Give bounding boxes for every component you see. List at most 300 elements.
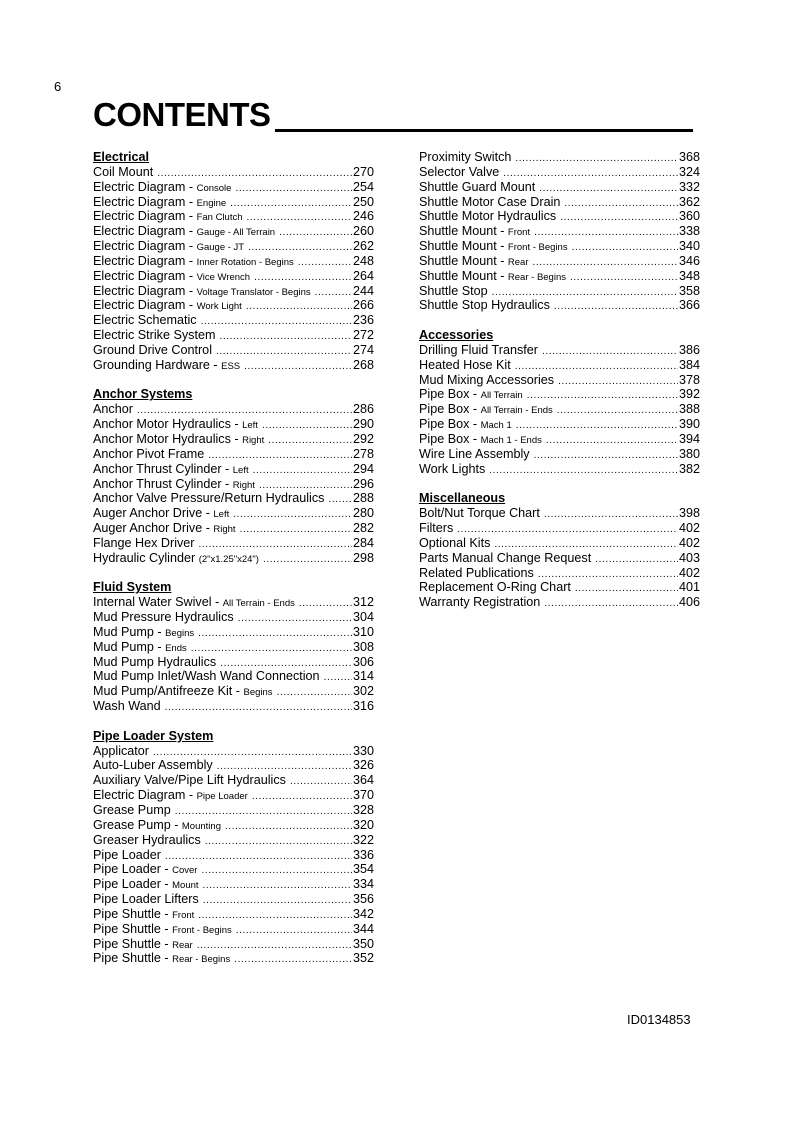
dot-leader [572,241,678,254]
dot-leader [527,389,678,402]
toc-entry[interactable] [93,937,374,952]
toc-entry-label: Pipe Shuttle - [93,936,173,951]
toc-entry-page-number: 388 [678,402,700,417]
toc-entry[interactable] [93,402,374,417]
toc-section-pipe-loader-system [93,729,374,967]
toc-entry-label: Auger Anchor Drive - [93,506,214,521]
toc-entry-label: Electric Diagram - [93,298,197,313]
toc-entry-page-number: 314 [352,669,374,684]
toc-entry-page-number: 336 [352,847,374,862]
toc-entry-page-number: 366 [678,298,700,313]
toc-section-miscellaneous [419,491,700,610]
toc-entry-page-number: 378 [678,372,700,387]
toc-entry-qualifier: Rear - Begins [172,954,231,966]
toc-entry-page-number: 386 [678,342,700,357]
toc-entry-label: Electric Diagram - [93,209,197,224]
toc-entry-label: Grease Pump [93,802,171,817]
toc-entry[interactable] [93,432,374,447]
toc-entry[interactable] [93,254,374,269]
toc-entry[interactable] [419,254,700,269]
toc-entry-page-number: 340 [678,239,700,254]
toc-entry[interactable] [419,551,700,566]
dot-leader [197,939,352,952]
toc-entry[interactable] [93,298,374,313]
toc-entry[interactable] [93,447,374,462]
toc-entry[interactable] [93,610,374,625]
toc-entry[interactable] [93,655,374,670]
toc-entry-page-number: 394 [678,431,700,446]
toc-entry-label: Electric Diagram - [93,283,197,298]
toc-entry-label: Auger Anchor Drive - [93,521,214,536]
dot-leader [534,226,678,239]
toc-entry[interactable] [93,907,374,922]
toc-entry-page-number: 338 [678,224,700,239]
toc-entry[interactable] [93,284,374,299]
toc-entry-label: Mud Pump - [93,624,166,639]
toc-entry[interactable] [93,239,374,254]
dot-leader [137,404,352,417]
toc-entry[interactable] [93,773,374,788]
toc-entry-qualifier: Gauge - JT [196,242,245,254]
section-heading: Pipe Loader System [93,728,214,743]
toc-entry[interactable] [419,536,700,551]
dot-leader [268,434,352,447]
toc-entry-label: Selector Valve [419,164,500,179]
toc-entry-page-number: 236 [352,313,374,328]
toc-entry-label: Electric Diagram - [93,194,197,209]
dot-leader [457,523,678,536]
toc-entry-title [93,907,194,922]
dot-leader [225,820,352,833]
toc-entry[interactable] [93,640,374,655]
toc-entry-page-number: 266 [352,298,374,313]
toc-entry-page-number: 304 [352,610,374,625]
toc-entry[interactable] [419,402,700,417]
toc-entry-page-number: 352 [352,951,374,966]
toc-entry-label: Pipe Box - [419,417,481,432]
section-heading: Electrical [93,150,150,164]
toc-entry-title [419,298,550,313]
toc-entry-qualifier: Right [232,479,255,491]
toc-entry[interactable] [93,521,374,536]
toc-entry-page-number: 390 [678,417,700,432]
toc-entry-label: Electric Diagram - [93,788,197,803]
toc-entry-title [93,402,133,417]
toc-entry[interactable] [93,595,374,610]
toc-entry-label: Electric Diagram - [93,253,197,268]
toc-entry-label: Shuttle Mount - [419,239,508,254]
toc-entry-page-number: 364 [352,773,374,788]
toc-entry-label: Anchor Thrust Cylinder - [93,476,233,491]
toc-entry-label: Anchor Pivot Frame [93,446,205,461]
toc-entry-title [93,343,212,358]
toc-entry-title [93,180,231,195]
toc-entry[interactable] [93,536,374,551]
toc-entry-title [93,862,197,877]
toc-entry-title [419,595,540,610]
toc-entry-title [419,447,530,462]
toc-entry[interactable] [93,180,374,195]
toc-entry-page-number: 302 [352,684,374,699]
toc-entry-title [419,536,490,551]
toc-entry[interactable] [419,343,700,358]
toc-entry-qualifier: Console [196,182,232,194]
toc-entry-title [419,402,553,417]
toc-entry[interactable] [93,625,374,640]
dot-leader [219,330,352,343]
toc-entry-title [93,640,187,655]
toc-entry-title [93,803,171,818]
toc-entry-qualifier: Left [232,464,249,476]
toc-entry[interactable] [93,922,374,937]
dot-leader [546,434,678,447]
toc-entry-label: Pipe Box - [419,402,481,417]
toc-entry-title [419,284,488,299]
dot-leader [324,671,352,684]
toc-entry-title [419,566,534,581]
toc-entry-label: Electric Diagram - [93,224,197,239]
toc-entry-page-number: 286 [352,402,374,417]
toc-entry[interactable] [93,848,374,863]
toc-entry-label: Coil Mount [93,164,154,179]
toc-entry[interactable] [93,358,374,373]
dot-leader [198,538,352,551]
toc-entry[interactable] [93,833,374,848]
dot-leader [263,553,352,566]
toc-entry-label: Pipe Shuttle - [93,906,173,921]
toc-entry-page-number: 296 [352,476,374,491]
toc-entry-qualifier: All Terrain [480,390,523,402]
toc-entry-title [93,699,161,714]
toc-entry[interactable] [419,298,700,313]
toc-entry[interactable] [93,343,374,358]
toc-entry-title [419,551,591,566]
toc-entry[interactable] [93,313,374,328]
dot-leader [201,864,352,877]
dot-leader [516,419,678,432]
dot-leader [290,775,352,788]
toc-entry-page-number: 332 [678,179,700,194]
toc-entry-label: Wash Wand [93,699,161,714]
dot-leader [247,211,352,224]
dot-leader [489,464,678,477]
dot-leader [503,167,678,180]
dot-leader [575,582,678,595]
dot-leader [165,701,352,714]
toc-entry-page-number: 350 [352,936,374,951]
toc-entry[interactable] [93,788,374,803]
toc-entry-page-number: 272 [352,328,374,343]
toc-entry-page-number: 382 [678,461,700,476]
toc-entry-page-number: 282 [352,521,374,536]
toc-entry[interactable] [419,595,700,610]
dot-leader [248,241,352,254]
toc-entry-label: Shuttle Motor Case Drain [419,194,561,209]
toc-entry-page-number: 250 [352,194,374,209]
toc-entry-page-number: 264 [352,268,374,283]
dot-leader [492,286,678,299]
toc-entry[interactable] [93,209,374,224]
toc-entry-page-number: 306 [352,654,374,669]
toc-entry[interactable] [419,373,700,388]
toc-entry-page-number: 402 [678,521,700,535]
toc-entry-title [93,521,236,536]
toc-entry[interactable] [419,284,700,299]
toc-entry-title [93,284,311,299]
section-heading: Fluid System [93,580,172,595]
toc-entry-label: Flange Hex Driver [93,535,195,550]
toc-entry-qualifier: Front [172,909,195,921]
toc-entry[interactable] [93,862,374,877]
dot-leader [595,553,678,566]
toc-entry-label: Anchor Valve Pressure/Return Hydraulics [93,491,325,506]
dot-leader [198,627,352,640]
toc-entry-label: Auxiliary Valve/Pipe Lift Hydraulics [93,773,286,788]
toc-entry[interactable] [419,580,700,595]
toc-entry-page-number: 334 [352,877,374,892]
toc-entry[interactable] [419,165,700,180]
toc-entry-label: Shuttle Mount - [419,268,508,283]
toc-entry[interactable] [93,417,374,432]
toc-entry-title [419,254,529,269]
dot-leader [246,300,352,313]
toc-entry-page-number: 370 [352,788,374,803]
toc-entry[interactable] [93,551,374,566]
toc-entry-qualifier: Voltage Translator - Begins [196,286,311,298]
dot-leader [544,508,678,521]
toc-entry-title [419,521,453,536]
section-heading: Miscellaneous [419,491,506,506]
toc-entry[interactable] [93,669,374,684]
toc-entry[interactable] [419,209,700,224]
toc-entry-page-number: 380 [678,446,700,461]
toc-entry[interactable] [419,239,700,254]
toc-entry-title [419,580,571,595]
toc-entry-label: Shuttle Guard Mount [419,179,536,194]
toc-entry-title [419,462,485,477]
toc-entry-title [93,209,243,224]
toc-entry[interactable] [419,150,700,165]
toc-entry-page-number: 328 [352,802,374,817]
toc-entry[interactable] [93,491,374,506]
dot-leader [205,835,352,848]
toc-entry-page-number: 268 [352,357,374,372]
toc-entry-qualifier: Right [213,524,236,536]
toc-entry-qualifier: Engine [196,197,227,209]
toc-entry-label: Heated Hose Kit [419,357,511,372]
toc-entry-title [419,269,566,284]
toc-entry-label: Shuttle Stop [419,283,488,298]
toc-entry-qualifier: Front - Begins [172,924,232,936]
toc-entry-label: Warranty Registration [419,595,541,610]
toc-entry-qualifier: Left [242,420,258,432]
toc-entry-label: Electric Diagram - [93,179,197,194]
toc-entry-page-number: 260 [352,224,374,239]
toc-entry-label: Electric Diagram - [93,239,197,254]
toc-entry[interactable] [93,462,374,477]
dot-leader [259,479,352,492]
toc-entry[interactable] [419,432,700,447]
toc-entry-qualifier: Vice Wrench [196,271,251,283]
dot-leader [191,642,352,655]
dot-leader [564,197,678,210]
toc-entry-qualifier: Mounting [181,820,221,832]
toc-entry-page-number: 342 [352,906,374,921]
toc-entry-page-number: 406 [678,595,700,610]
toc-entry-title [93,669,320,684]
toc-entry-label: Work Lights [419,461,486,476]
toc-entry-label: Anchor Motor Hydraulics - [93,417,243,432]
toc-entry-label: Shuttle Stop Hydraulics [419,298,550,313]
toc-entry-title [93,358,240,373]
toc-entry[interactable] [93,195,374,210]
toc-entry-page-number: 320 [352,817,374,832]
toc-entry-title [93,536,194,551]
toc-entry-qualifier: Rear - Begins [507,271,566,283]
toc-entry[interactable] [419,195,700,210]
dot-leader [235,182,352,195]
toc-entry-title [93,462,249,477]
toc-entry[interactable] [93,744,374,759]
toc-entry-title [93,610,234,625]
toc-entry[interactable] [419,180,700,195]
toc-right-column [419,150,700,625]
toc-entry[interactable] [93,165,374,180]
toc-entry-qualifier: ESS [221,360,241,372]
toc-left-column [93,150,374,981]
toc-entry[interactable] [419,447,700,462]
dot-leader [534,449,678,462]
dot-leader [216,345,352,358]
toc-entry-page-number: 392 [678,387,700,402]
dot-leader [208,449,352,462]
toc-entry-page-number: 288 [352,491,374,506]
toc-entry-qualifier: Right [242,434,265,446]
toc-entry-title [93,254,294,269]
toc-entry-title [93,758,213,773]
toc-entry[interactable] [93,877,374,892]
toc-entry[interactable] [419,521,700,536]
toc-entry-qualifier: Fan Clutch [196,212,243,224]
toc-entry[interactable] [419,506,700,521]
dot-leader [230,197,352,210]
dot-leader [533,256,678,269]
toc-entry-page-number: 262 [352,239,374,254]
toc-entry-page-number: 403 [678,550,700,565]
toc-entry-title [419,358,511,373]
toc-entry[interactable] [93,477,374,492]
toc-entry-page-number: 368 [678,150,700,164]
toc-entry-page-number: 348 [678,268,700,283]
toc-entry[interactable] [419,269,700,284]
toc-entry[interactable] [419,462,700,477]
toc-entry-label: Shuttle Mount - [419,224,508,239]
toc-entry-title [419,180,535,195]
toc-entry-page-number: 362 [678,194,700,209]
toc-entry-title [93,625,194,640]
toc-entry-title [93,165,153,180]
toc-entry[interactable] [93,269,374,284]
toc-entry-qualifier: Mount [172,880,199,892]
toc-entry[interactable] [93,758,374,773]
toc-entry-title [93,432,264,447]
toc-entry-title [93,744,149,759]
toc-entry-label: Drilling Fluid Transfer [419,342,538,357]
dot-leader [557,404,678,417]
dot-leader [315,286,352,299]
toc-entry[interactable] [93,224,374,239]
toc-entry-page-number: 280 [352,506,374,521]
dot-leader [203,879,352,892]
toc-entry-qualifier: Work Light [196,301,242,313]
toc-entry[interactable] [93,803,374,818]
toc-entry-qualifier: Ends [165,642,187,654]
dot-leader [254,271,352,284]
toc-entry-page-number: 248 [352,253,374,268]
toc-entry[interactable] [419,224,700,239]
toc-section-electrical [93,150,374,373]
page-number: 6 [54,79,62,94]
toc-entry-qualifier: Front - Begins [507,242,568,254]
toc-entry[interactable] [93,951,374,966]
toc-entry-title [419,209,556,224]
toc-entry-label: Shuttle Motor Hydraulics [419,209,557,224]
toc-entry[interactable] [93,892,374,907]
toc-entry-title [419,224,530,239]
toc-entry-qualifier: All Terrain - Ends [222,598,295,610]
toc-entry-label: Mud Pump Hydraulics [93,654,217,669]
toc-entry-label: Pipe Loader [93,847,161,862]
toc-entry-label: Pipe Loader - [93,877,173,892]
toc-entry-title [419,417,512,432]
toc-entry[interactable] [419,387,700,402]
toc-entry[interactable] [93,506,374,521]
toc-entry-title [93,773,286,788]
toc-entry-label: Internal Water Swivel - [93,595,223,610]
dot-leader [560,211,678,224]
toc-entry-label: Wire Line Assembly [419,446,530,461]
toc-entry-page-number: 312 [352,595,374,610]
toc-entry-page-number: 402 [678,535,700,550]
title-underline-rule [275,129,694,132]
toc-entry[interactable] [419,358,700,373]
toc-entry[interactable] [419,417,700,432]
toc-entry-page-number: 308 [352,639,374,654]
toc-entry[interactable] [93,684,374,699]
toc-entry[interactable] [93,818,374,833]
toc-entry-page-number: 246 [352,209,374,224]
dot-leader [175,805,352,818]
toc-entry-title [93,224,275,239]
toc-entry[interactable] [93,328,374,343]
toc-entry-label: Shuttle Mount - [419,253,508,268]
toc-entry-label: Anchor [93,402,133,417]
toc-entry-page-number: 402 [678,565,700,580]
dot-leader [220,657,352,670]
toc-entry-title [419,506,540,521]
toc-entry[interactable] [93,699,374,714]
toc-entry[interactable] [419,566,700,581]
toc-entry-title [93,833,201,848]
toc-entry-title [93,684,273,699]
toc-entry-label: Pipe Loader - [93,862,173,877]
toc-entry-title [93,417,258,432]
dot-leader [240,523,352,536]
toc-entry-title [419,195,560,210]
toc-entry-label: Mud Pump/Antifreeze Kit - [93,684,244,699]
dot-leader [515,360,678,373]
toc-entry-label: Greaser Hydraulics [93,832,201,847]
